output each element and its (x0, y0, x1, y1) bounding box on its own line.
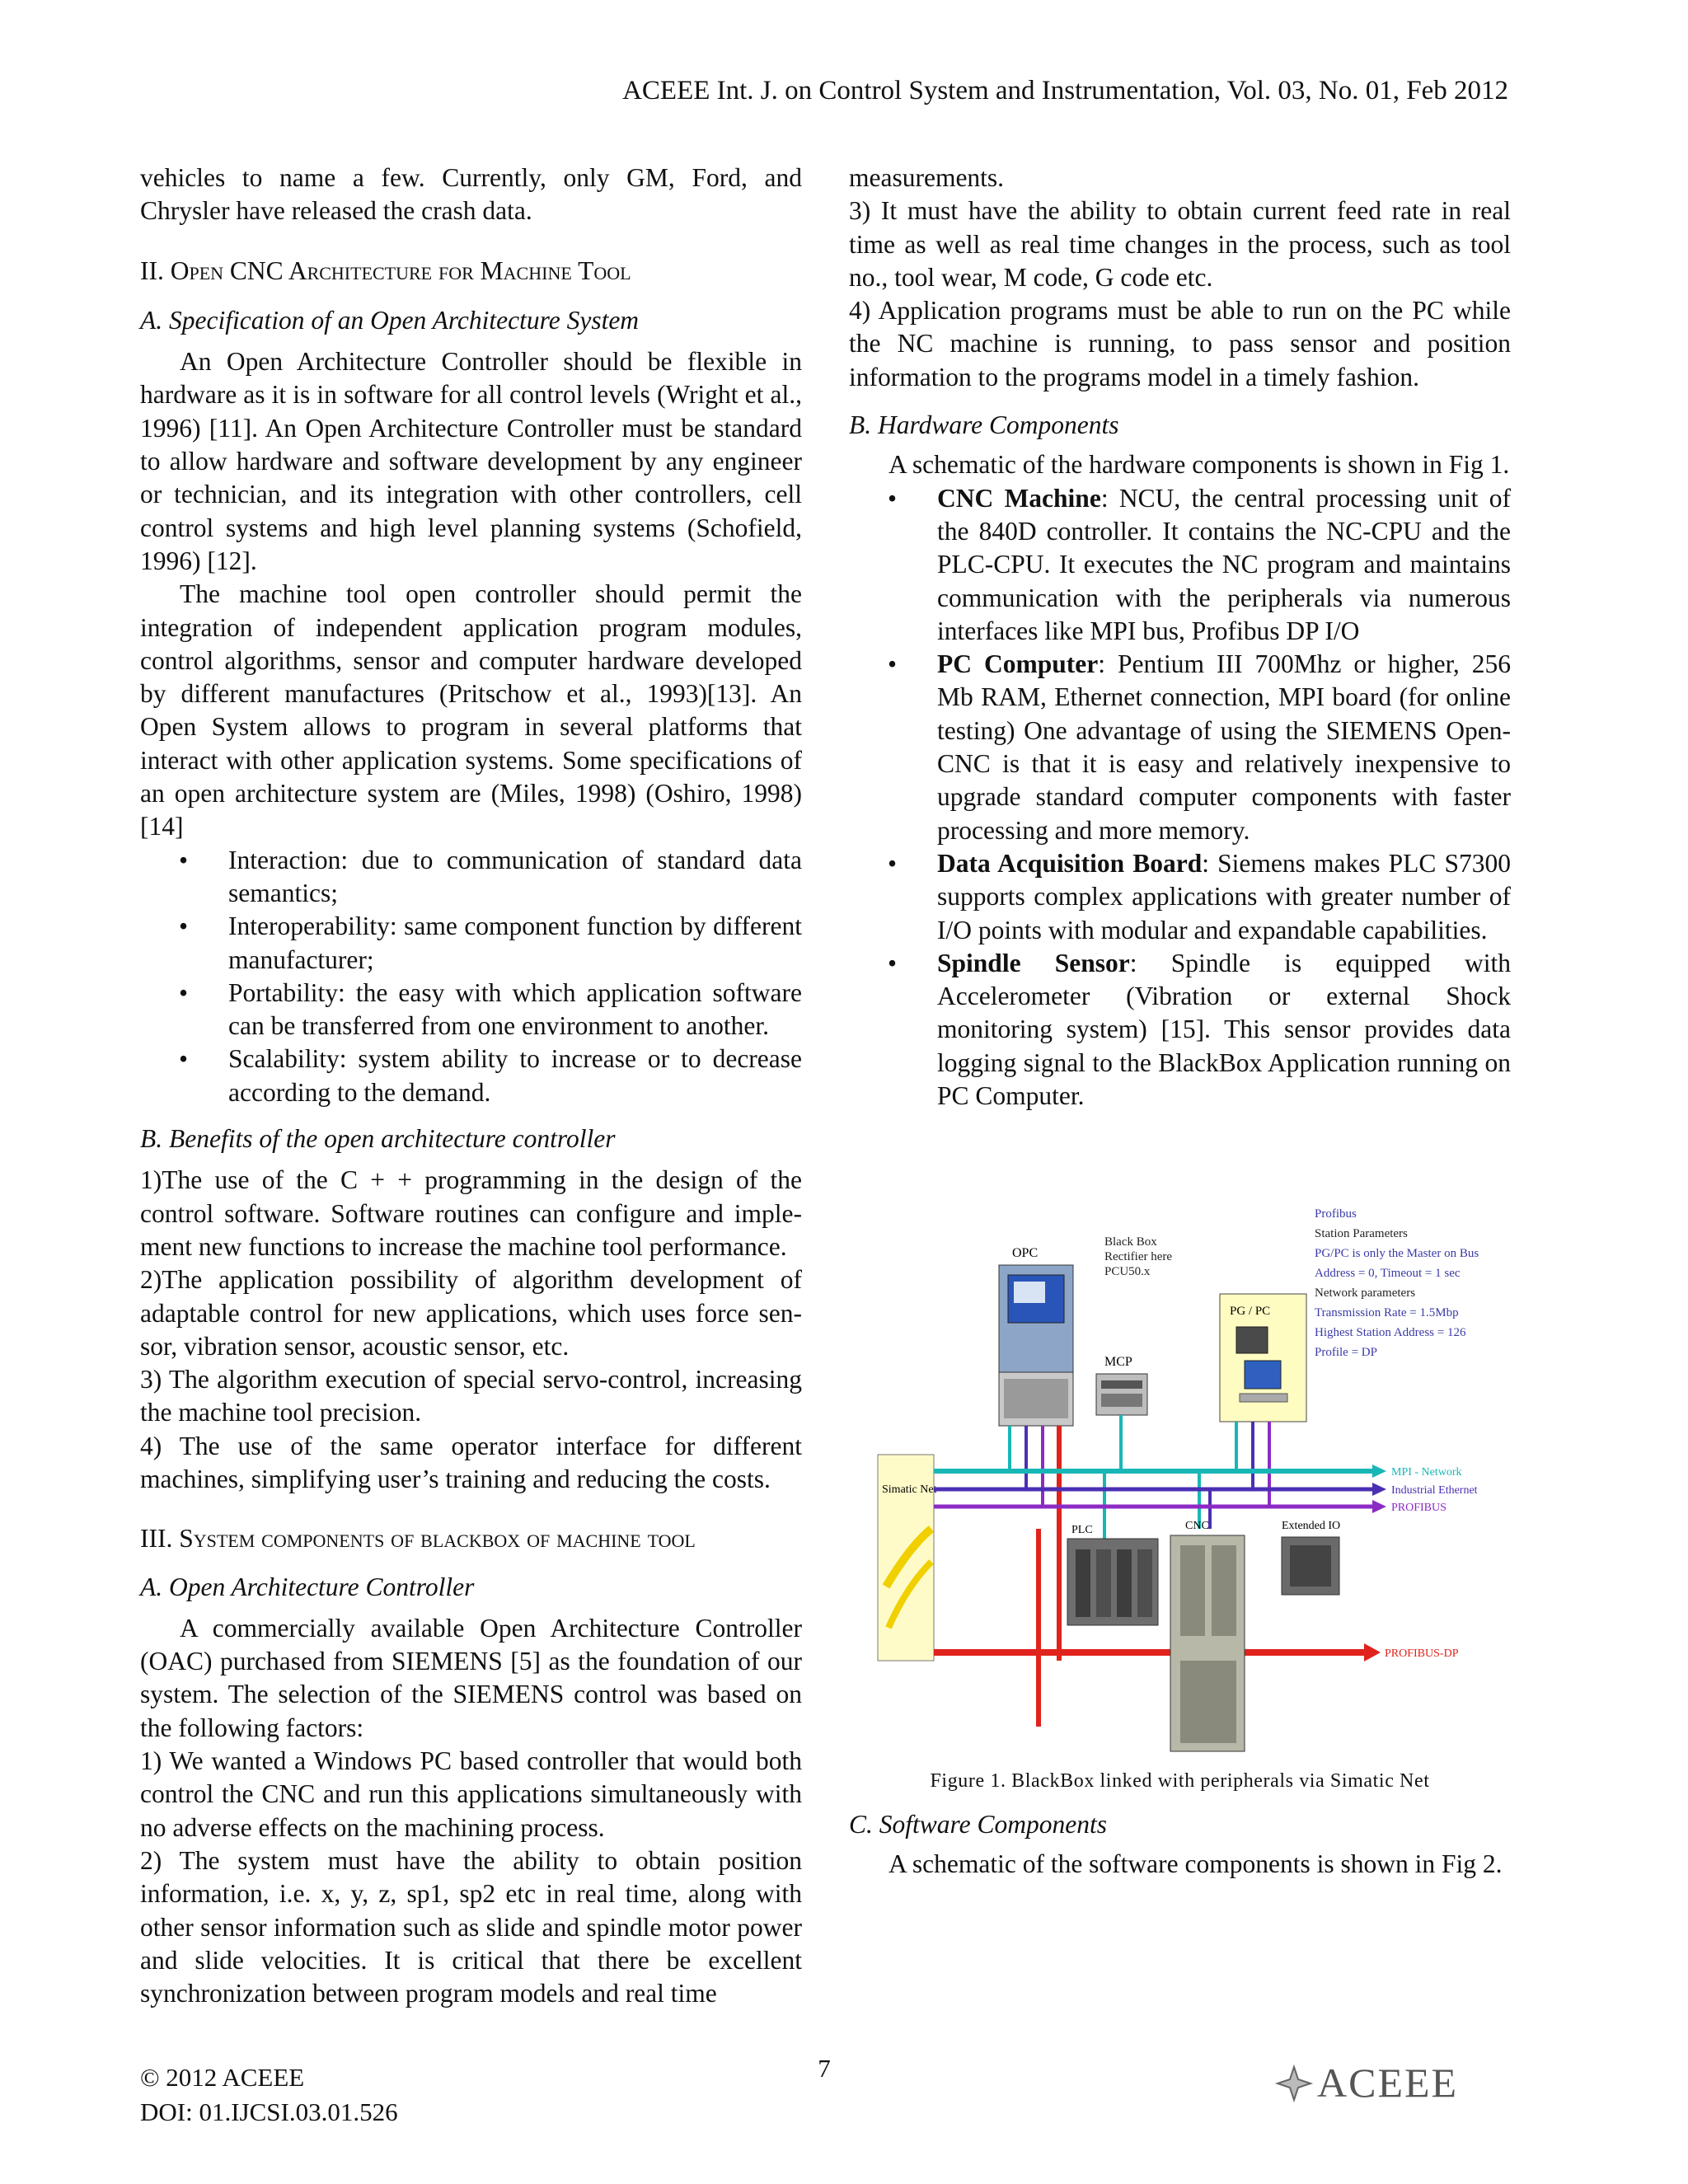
subsection-a2-heading: A. Open Architecture Controller (140, 1572, 475, 1601)
subsection-b2-heading: B. Hardware Components (849, 410, 1119, 440)
list-item: • CNC Machine: NCU, the central processing unit of the 840D controller. It contains the NC-CPU and the PLC-CPU. It executes the NC program and maintains communication with the peripherals via numerous interfaces like MPI bus, Profibus DP I/O (888, 483, 1511, 645)
item-term: CNC Machine (937, 483, 1101, 513)
svg-text:PG/PC is only the Master on Bu: PG/PC is only the Master on Bus (1315, 1247, 1479, 1260)
cnc-unit (1170, 1535, 1245, 1751)
copyright: © 2012 ACEEE (140, 2063, 305, 2092)
opc-label: OPC (1012, 1246, 1039, 1260)
svg-text:Black Box: Black Box (1104, 1235, 1157, 1249)
logo-graphic (1269, 2054, 1517, 2111)
list-item: • Data Acquisition Board: Siemens makes PLC S7300 supports complex applications with greater number of I/O points with modular and expandable capabilities. (888, 848, 1511, 944)
pg-pc-computer (1220, 1294, 1306, 1422)
figure-1-caption: Figure 1. BlackBox linked with peripherals via Simatic Net (930, 1770, 1430, 1792)
svg-text:Address = 0, Timeout = 1 sec: Address = 0, Timeout = 1 sec (1315, 1267, 1461, 1280)
svg-text:Profile = DP: Profile = DP (1315, 1346, 1377, 1359)
logo-text: ACEEE (1317, 2060, 1459, 2106)
continued-text: measurements. (849, 163, 1005, 192)
page-number: 7 (818, 2054, 831, 2083)
profibus-parameters-note (1315, 1207, 1479, 1359)
benefit-1: 1)The use of the C + + programming in the design of the control software. Software routines can configure and imple-ment new functions to increase the machine tool performance. (140, 1165, 802, 1261)
section-2-heading: II. Open CNC Architecture for Machine Tool (140, 255, 631, 285)
aceee-logo (1269, 2054, 1517, 2111)
profibus-label: PROFIBUS (1391, 1502, 1447, 1514)
list-item: • Interaction: due to communication of standard data semantics; (179, 845, 802, 907)
list-item: • Interoperability: same component function by different manufacturer; (179, 912, 802, 974)
bus-labels (1385, 1466, 1478, 1660)
paragraph-oac: A commercially available Open Architecture Controller (OAC) purchased from SIEMENS [5] as the foundation of our system. The selection of the SIEMENS control was based on the following factors: (140, 1613, 802, 1742)
star-icon (1278, 2067, 1311, 2100)
cnc-label: CNC (1185, 1520, 1209, 1532)
svg-text:Rectifier here: Rectifier here (1104, 1250, 1173, 1263)
extended-io-label: Extended IO (1282, 1520, 1341, 1532)
subsection-b-heading: B. Benefits of the open architecture controller (140, 1124, 616, 1154)
figure-1-diagram (874, 1199, 1500, 1760)
svg-text:Profibus: Profibus (1315, 1207, 1357, 1221)
benefit-4: 4) The use of the same operator interface for different machines, simplifying user’s training and reducing the costs. (140, 1431, 802, 1493)
mpi-label: MPI - Network (1391, 1466, 1462, 1479)
extended-io-module (1282, 1537, 1339, 1595)
section-3-heading: III. System components of blackbox of machine tool (140, 1524, 696, 1554)
list-item: • PC Computer: Pentium III 700Mhz or higher, 256 Mb RAM, Ethernet connection, MPI board (for online testing) One advantage of using the SIEMENS Open-CNC is that it is easy and relatively inexpensive to upgrade standard computer components with faster processing and more memory. (888, 649, 1511, 845)
item-term: Data Acquisition Board (937, 848, 1203, 878)
spec-list (140, 844, 802, 1109)
svg-text:Station Parameters: Station Parameters (1315, 1227, 1408, 1240)
mcp-label: MCP (1104, 1355, 1132, 1369)
list-item: • Spindle Sensor: Spindle is equipped with Accelerometer (Vibration or external Shock monitoring system) [15]. This sensor provides data logging signal to the BlackBox Application running on PC Computer. (888, 948, 1511, 1111)
subsection-c-heading: C. Software Components (849, 1810, 1107, 1839)
pg-pc-label: PG / PC (1230, 1305, 1271, 1318)
svg-text:Highest Station Address = 126: Highest Station Address = 126 (1315, 1326, 1466, 1339)
right-column-lower (849, 1808, 1511, 1882)
factor-2: 2) The system must have the ability to obtain position information, i.e. x, y, z, sp1, sp2 etc in real time, along with other sensor information such as slide and spindle motor power and slide velocities. It is critical that there be excellent synchronization between program models and real time (140, 1845, 802, 2008)
item-term: PC Computer (937, 649, 1099, 679)
opc-panel (999, 1265, 1073, 1426)
profibus-dp-label: PROFIBUS-DP (1385, 1647, 1459, 1660)
svg-text:Transmission Rate = 1.5Mbp: Transmission Rate = 1.5Mbp (1315, 1306, 1459, 1319)
paragraph-a2: The machine tool open controller should permit the integration of independent application program modules, control algorithms, sensor and computer hardware developed by different manufactures (Pritschow et al., 1993)[13]. An Open System allows to program in several platforms that interact with other application systems. Some specifications of an open architecture system are (Miles, 1998) (Oshiro, 1998) [14] (140, 579, 802, 841)
right-column (849, 162, 1511, 1113)
factor-3: 3) It must have the ability to obtain current feed rate in real time as well as real time changes in the process, such as tool no., tool wear, M code, G code etc. (849, 196, 1511, 292)
blackbox-note (1104, 1235, 1172, 1278)
mcp-panel (1096, 1374, 1147, 1415)
left-column (140, 162, 802, 2010)
svg-text:PCU50.x: PCU50.x (1104, 1265, 1151, 1278)
benefit-3: 3) The algorithm execution of special servo-control, increasing the machine tool precision. (140, 1365, 802, 1427)
plc-label: PLC (1071, 1524, 1093, 1536)
journal-header: ACEEE Int. J. on Control System and Instrumentation, Vol. 03, No. 01, Feb 2012 (622, 76, 1508, 105)
paragraph-a1: An Open Architecture Controller should be flexible in hardware as it is in software for all control levels (Wright et al., 1996) [11]. An Open Architecture Controller must be standard to allow hardware and software development by any engineer or technician, and its integration with other controllers, cell control systems and high level planning systems (Schofield, 1996) [12]. (140, 347, 802, 575)
factor-4: 4) Application programs must be able to run on the PC while the NC machine is running, to pass sensor and position information to the programs model in a timely fashion. (849, 296, 1511, 391)
ethernet-label: Industrial Ethernet (1391, 1484, 1478, 1497)
software-intro: A schematic of the software components is shown in Fig 2. (889, 1849, 1503, 1879)
simatic-net (878, 1455, 937, 1661)
simatic-net-label: Simatic Net (882, 1483, 937, 1496)
svg-text:Network parameters: Network parameters (1315, 1286, 1416, 1300)
list-item: • Portability: the easy with which application software can be transferred from one environment to another. (179, 977, 802, 1041)
list-item: • Scalability: system ability to increase or to decrease according to the demand. (179, 1044, 802, 1107)
benefit-2: 2)The application possibility of algorithm development of adaptable control for new applications, which uses force sen-sor, vibration sensor, acoustic sensor, etc. (140, 1265, 802, 1361)
doi: DOI: 01.IJCSI.03.01.526 (140, 2097, 398, 2126)
hardware-intro: A schematic of the hardware components is shown in Fig 1. (889, 450, 1510, 480)
hardware-list (849, 482, 1511, 1113)
subsection-a-heading: A. Specification of an Open Architecture System (140, 305, 640, 335)
plc-rack (1067, 1539, 1158, 1625)
intro-paragraph: vehicles to name a few. Currently, only GM, Ford, and Chrysler have released the crash data. (140, 163, 802, 226)
factor-1: 1) We wanted a Windows PC based controller that would both control the CNC and run this applications simultaneously with no adverse effects on the machining process. (140, 1746, 802, 1842)
item-term: Spindle Sensor (937, 948, 1130, 977)
